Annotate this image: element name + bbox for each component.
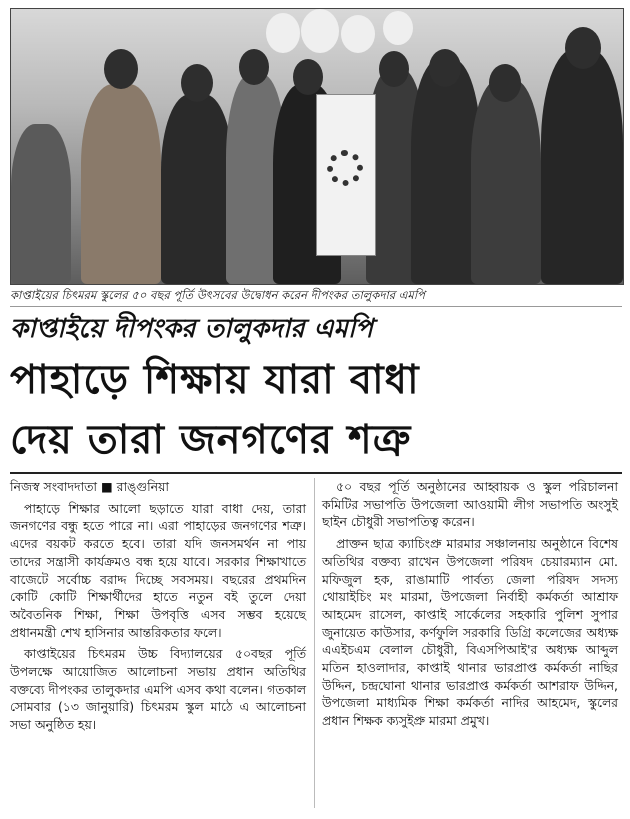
- article-column-right: [322, 478, 618, 734]
- paragraph: ৫০ বছর পূর্তি অনুষ্ঠানের আহ্বায়ক ও স্কুল পরিচালনা কমিটির সভাপতি উপজেলা আওয়ামী লীগ সভাপতি অংসুই ছাইন চৌধুরী সভাপতিত্ব করেন।: [322, 479, 618, 530]
- article-column-left: [10, 478, 306, 738]
- person-figure: [81, 84, 161, 284]
- person-head: [104, 49, 138, 89]
- person-figure: [161, 94, 233, 284]
- byline: [10, 478, 306, 496]
- news-photo: [10, 8, 624, 285]
- paragraph: পাহাড়ে শিক্ষার আলো ছড়াতে যারা বাধা দেয়, তারা জনগণের বন্ধু হতে পারে না। এরা পাহাড়ের জনগণের শত্রু। এদের বয়কট করতে হবে। তারা যদি জনসমর্থন না পায় তাদের সন্ত্রাসী কার্যক্রমও বন্ধ হয়ে যাবে। সরকার শিক্ষাখাতে বাজেটে সর্বোচ্চ বরাদ্দ দিচ্ছে সবসময়। বছরের প্রথমদিন কোটি কোটি শিক্ষার্থীদের হাতে নতুন বই তুলে দেয়া অবৈতনিক শিক্ষা, শিক্ষা উপবৃত্তি এসব সম্ভব হয়েছে প্রধানমন্ত্রী শেখ হাসিনার আন্তরিকতার ফলে।: [10, 500, 306, 640]
- byline-separator: ■: [100, 479, 113, 494]
- column-divider: [314, 478, 315, 808]
- person-figure: [11, 124, 71, 284]
- person-head: [239, 49, 269, 85]
- byline-place: রাঙ্গুনিয়া: [116, 479, 169, 494]
- balloon: [301, 9, 339, 53]
- paragraph: কাপ্তাইয়ের চিৎমরম উচ্চ বিদ্যালয়ের ৫০বছর পূর্তি উপলক্ষে আয়োজিত আলোচনা সভায় প্রধান অতিথির বক্তব্যে দীপংকর তালুকদার এমপি এসব কথা বলেন। গতকাল সোমবার (১৩ জানুয়ারি) চিৎমরম স্কুল মাঠে এ আলোচনা সভা অনুষ্ঠিত হয়।: [10, 646, 306, 733]
- person-head: [181, 64, 213, 102]
- article-headline: [10, 350, 622, 470]
- person-figure: [471, 79, 541, 284]
- person-head: [565, 27, 601, 69]
- balloon: [341, 15, 375, 53]
- photo-caption: কাপ্তাইয়ের চিৎমরম স্কুলের ৫০ বছর পূর্তি উৎসবের উদ্বোধন করেন দীপংকর তালুকদার এমপি: [10, 287, 622, 307]
- article-kicker: কাপ্তাইয়ে দীপংকর তালুকদার এমপি: [10, 314, 373, 344]
- byline-reporter: নিজস্ব সংবাদদাতা: [10, 479, 98, 494]
- person-head: [379, 51, 409, 87]
- paragraph: প্রাক্তন ছাত্র ক্যাচিংপ্রু মারমার সঞ্চালনায় অনুষ্ঠানে বিশেষ অতিথির বক্তব্য রাখেন উপজেলা পরিষদ চেয়ারম্যান মো. মফিজুল হক, রাঙামাটি পার্বত্য জেলা পরিষদ সদস্য থোয়াইচিং মং মারমা, উপজেলা নির্বাহী কর্মকর্তা আশ্রাফ আহমেদ রাসেল, কাপ্তাই সার্কেলের সহকারি পুলিশ সুপার জুনায়েত কাউসার, কর্ণফুলি সরকারি ডিগ্রি কলেজের অধ্যক্ষ এএইচএম বেলাল চৌধুরী, বিএসপিআই'র অধ্যক্ষ আব্দুল মতিন হাওলাদার, কাপ্তাই থানার ভারপ্রাপ্ত কর্মকর্তা নাছির উদ্দিন, চন্দ্রঘোনা থানার ভারপ্রাপ্ত কর্মকর্তা আশরাফ উদ্দিন, উপজেলা মাধ্যমিক শিক্ষা কর্মকর্তা নাদির আহমেদ, স্কুলের প্রধান শিক্ষক ক্যসুইপ্রু মারমা প্রমুখ।: [322, 536, 618, 729]
- balloon: [383, 11, 413, 45]
- balloon: [266, 13, 300, 53]
- headline-line-1: পাহাড়ে শিক্ষায় যারা বাধা: [10, 357, 420, 403]
- person-head: [429, 49, 461, 87]
- headline-line-2: দেয় তারা জনগণের শত্রু: [10, 417, 412, 463]
- anniversary-banner: [316, 94, 376, 256]
- person-figure: [541, 49, 623, 284]
- banner-emblem: [327, 150, 363, 186]
- person-head: [489, 64, 521, 102]
- headline-rule: [10, 472, 622, 474]
- person-head: [293, 59, 323, 95]
